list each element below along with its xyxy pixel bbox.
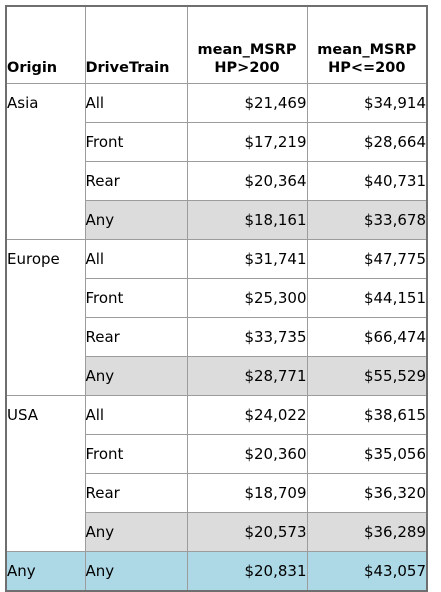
table-row <box>6 240 427 279</box>
origin-cell <box>6 435 85 474</box>
table-row <box>6 84 427 123</box>
drivetrain-cell: Rear <box>85 318 187 357</box>
mean-msrp-hp-gt-200-cell: $17,219 <box>187 123 307 162</box>
mean-msrp-hp-gt-200-cell: $18,161 <box>187 201 307 240</box>
mean-msrp-hp-gt-200-cell: $18,709 <box>187 474 307 513</box>
mean-msrp-hp-gt-200-cell: $28,771 <box>187 357 307 396</box>
mean-msrp-hp-le-200-cell: $38,615 <box>307 396 427 435</box>
origin-header-label: Origin <box>7 60 58 76</box>
drivetrain-cell: All <box>85 396 187 435</box>
mean-msrp-hp-gt-200-cell: $24,022 <box>187 396 307 435</box>
table-row <box>6 279 427 318</box>
origin-cell <box>6 123 85 162</box>
table-row <box>6 123 427 162</box>
table-row <box>6 474 427 513</box>
mean-msrp-hp-le-200-cell: $40,731 <box>307 162 427 201</box>
drivetrain-cell: Rear <box>85 474 187 513</box>
mean-msrp-hp-gt-200-header-line2: HP>200 <box>214 60 280 76</box>
drivetrain-cell: Rear <box>85 162 187 201</box>
drivetrain-cell: Front <box>85 279 187 318</box>
mean-msrp-hp-le-200-cell: $44,151 <box>307 279 427 318</box>
table-row <box>6 201 427 240</box>
origin-cell <box>6 201 85 240</box>
mean-msrp-hp-le-200-cell: $66,474 <box>307 318 427 357</box>
mean-msrp-hp-gt-200-header-line1: mean_MSRP <box>197 42 297 58</box>
origin-cell <box>6 357 85 396</box>
mean-msrp-hp-le-200-cell: $47,775 <box>307 240 427 279</box>
mean-msrp-hp-le-200-header-line1: mean_MSRP <box>317 42 417 58</box>
table-row <box>6 357 427 396</box>
mean-msrp-hp-le-200-cell: $28,664 <box>307 123 427 162</box>
table-row <box>6 162 427 201</box>
drivetrain-cell: All <box>85 84 187 123</box>
mean-msrp-hp-gt-200-cell: $31,741 <box>187 240 307 279</box>
origin-cell <box>6 162 85 201</box>
mean-msrp-hp-gt-200-cell: $21,469 <box>187 84 307 123</box>
drivetrain-cell: Front <box>85 435 187 474</box>
mean-msrp-hp-le-200-cell: $55,529 <box>307 357 427 396</box>
origin-column-header <box>6 6 85 84</box>
drivetrain-cell: Any <box>85 513 187 552</box>
mean-msrp-hp-gt-200-cell: $20,360 <box>187 435 307 474</box>
origin-cell <box>6 318 85 357</box>
table-row <box>6 318 427 357</box>
mean-msrp-hp-gt-200-cell: $20,573 <box>187 513 307 552</box>
table-body <box>6 84 427 592</box>
origin-cell <box>6 279 85 318</box>
mean-msrp-hp-gt-200-cell: $25,300 <box>187 279 307 318</box>
msrp-summary-table <box>5 5 428 592</box>
drivetrain-cell: Any <box>85 552 187 592</box>
mean-msrp-hp-gt-200-column-header <box>187 6 307 84</box>
origin-cell: Asia <box>6 84 85 123</box>
drivetrain-cell: Any <box>85 357 187 396</box>
origin-cell <box>6 513 85 552</box>
origin-cell: Any <box>6 552 85 592</box>
table-row <box>6 435 427 474</box>
mean-msrp-hp-le-200-cell: $43,057 <box>307 552 427 592</box>
mean-msrp-hp-le-200-cell: $34,914 <box>307 84 427 123</box>
origin-cell <box>6 474 85 513</box>
table-row <box>6 513 427 552</box>
header-row <box>6 6 427 84</box>
origin-cell: USA <box>6 396 85 435</box>
drivetrain-cell: Any <box>85 201 187 240</box>
mean-msrp-hp-le-200-cell: $36,320 <box>307 474 427 513</box>
mean-msrp-hp-le-200-cell: $33,678 <box>307 201 427 240</box>
table-row <box>6 396 427 435</box>
mean-msrp-hp-le-200-column-header <box>307 6 427 84</box>
drivetrain-cell: All <box>85 240 187 279</box>
mean-msrp-hp-gt-200-cell: $20,364 <box>187 162 307 201</box>
table-row <box>6 552 427 592</box>
mean-msrp-hp-gt-200-cell: $20,831 <box>187 552 307 592</box>
drivetrain-header-label: DriveTrain <box>85 60 170 76</box>
mean-msrp-hp-le-200-header-line2: HP<=200 <box>328 60 406 76</box>
mean-msrp-hp-le-200-cell: $36,289 <box>307 513 427 552</box>
origin-cell: Europe <box>6 240 85 279</box>
mean-msrp-hp-le-200-cell: $35,056 <box>307 435 427 474</box>
mean-msrp-hp-gt-200-cell: $33,735 <box>187 318 307 357</box>
drivetrain-column-header <box>85 6 187 84</box>
drivetrain-cell: Front <box>85 123 187 162</box>
